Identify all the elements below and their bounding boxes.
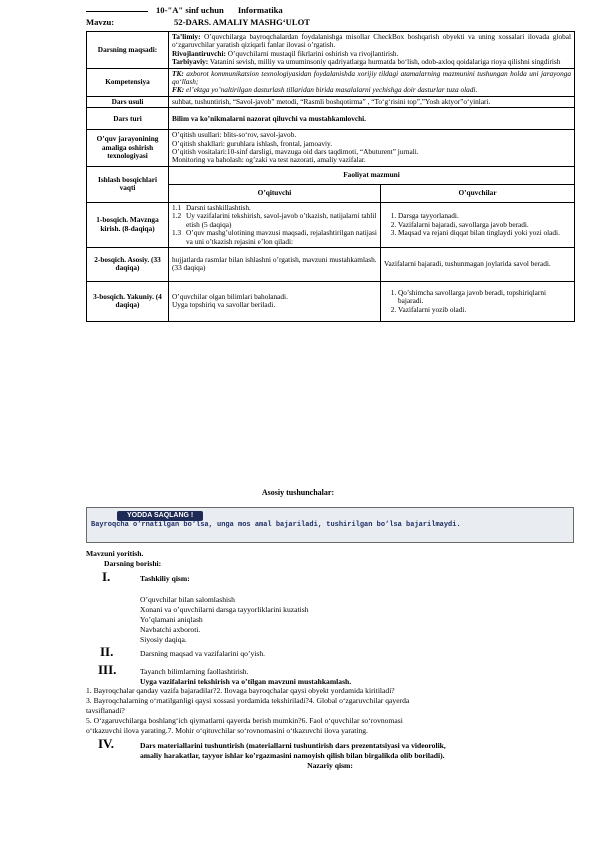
goal-line: Ta’limiy: O’quvchilarga bayroqchalardan foydalanishga misollar CheckBox boshqarish obyekti va uning xossalari ilovada global o‘zgaruvchilar yaratish qiziqarli fanlar ilovasi o’rgatish. bbox=[172, 32, 572, 50]
method-label: Dars usuli bbox=[87, 96, 169, 107]
stage1-students bbox=[381, 202, 575, 247]
question-line: tavsiflanadi? bbox=[86, 706, 125, 715]
list-item: Navbatchi axboroti. bbox=[140, 625, 201, 634]
competence-label: Kompetensiya bbox=[87, 68, 169, 96]
stage2-row bbox=[87, 247, 575, 281]
stage2-teacher: hujjatlarda rasmlar bilan ishlashni o’rgatish, mavzuni mustahkamlash. (33 daqiqa) bbox=[169, 247, 381, 281]
list-item: Yo’qlamani aniqlash bbox=[140, 615, 203, 624]
blank-line bbox=[86, 11, 148, 12]
stage3-students bbox=[381, 281, 575, 321]
section-title: amaliy harakatlar, tayyor ishlar ko’rgazmasini namoyish qilish bilan birgalikda olib boriladi). bbox=[140, 751, 445, 760]
type-label: Dars turi bbox=[87, 108, 169, 130]
activity-header: Faoliyat mazmuni bbox=[169, 166, 575, 184]
stages-label: Ishlash bosqichlari vaqti bbox=[87, 166, 169, 202]
method-row bbox=[87, 96, 575, 107]
activity-header-row bbox=[87, 166, 575, 184]
list-item: O’quvchilar bilan salomlashish bbox=[140, 595, 235, 604]
list-item: 1. Qo’shimcha savollarga javob beradi, topshiriqlarni bajaradi. bbox=[398, 289, 571, 306]
theory-title: Nazariy qism: bbox=[307, 761, 353, 770]
list-item: Xonani va o’quvchilarni darsga tayyorliklarini kuzatish bbox=[140, 605, 309, 614]
question-line: o‘tkazuvchi ilova yarating.7. Mohir o‘qituvchilar so‘rovnomasini o‘tkazuvchi ilova yarating. bbox=[86, 726, 368, 735]
list-item: Siyosiy daqiqa. bbox=[140, 635, 187, 644]
question-line: 3. Bayroqchalarning o‘rnatilganligi qaysi xossasi yordamida tekshiriladi?4. Global o‘zgaruvchilar qayerda bbox=[86, 696, 410, 705]
lesson-plan-table bbox=[86, 31, 575, 322]
list-item: 1. Darsga tayyorlanadi. bbox=[398, 212, 571, 220]
teacher-header: O’qituvchi bbox=[169, 184, 381, 202]
goal-row bbox=[87, 32, 575, 69]
competence-content: TK: axborot kommunikatsion texnologiyasidan foydalanishda xorijiy tildagi atamalarning mazmunini tushungan holda uni jarayonga qo‘llash; FK: el’ektga yo’naltirilgan dasturlash tillaridan birida masalalarni yechishga doir dasturlar tuza oladi. bbox=[169, 68, 575, 96]
class-line: 10-"A" sinf uchun bbox=[156, 5, 224, 15]
section-title: Darsning maqsad va vazifalarini qo’yish. bbox=[140, 649, 266, 658]
list-item: 3. Maqsad va rejani diqqat bilan tinglaydi yoki yozi oladi. bbox=[398, 229, 571, 237]
reminder-tag: YODDA SAQLANG ! bbox=[117, 511, 203, 521]
topic-label: Mavzu: bbox=[86, 17, 115, 27]
type-row bbox=[87, 108, 575, 130]
question-line: 5. O‘zgaruvchilarga boshlang‘ich qiymatlarni qayerda berish mumkin?6. Faol o‘quvchilar so‘rovnomasi bbox=[86, 716, 403, 725]
section-number: IV. bbox=[98, 736, 115, 751]
organization-row bbox=[87, 130, 575, 167]
section-number: II. bbox=[100, 644, 114, 659]
section-title: Tayanch bilimlarning faollashtirish. bbox=[140, 667, 249, 676]
stage2-students: Vazifalarni bajaradi, tushunmagan joylarida savol beradi. bbox=[381, 247, 575, 281]
question-line: 1. Bayroqchalar qanday vazifa bajaradilar?2. Ilovaga bayroqchalar qaysi obyekt yordamida kiritiladi? bbox=[86, 686, 395, 695]
topic-line: Mavzuni yoritish. bbox=[86, 549, 144, 558]
list-item: 2. Vazifalarni bajaradi, savollarga javob beradi. bbox=[398, 221, 571, 229]
method-content: suhbat, tushuntirish, “Savol-javob” metodi, “Rasmli boshqotirma” , “To‘g‘risini top”,”Yosh aktyor”o‘yinlari. bbox=[169, 96, 575, 107]
lesson-title: 52-DARS. AMALIY MASHG‘ULOT bbox=[174, 17, 310, 27]
stage3-label: 3-bosqich. Yakuniy. (4 daqiqa) bbox=[87, 281, 169, 321]
type-content: Bilim va ko’nikmalarni nazorat qiluvchi va mustahkamlovchi. bbox=[169, 108, 575, 130]
topic-header bbox=[86, 17, 310, 27]
student-header: O’quvchilar bbox=[381, 184, 575, 202]
section-number: III. bbox=[98, 662, 117, 677]
competence-row bbox=[87, 68, 575, 96]
reminder-message: Bayroqcha o‘rnatilgan bo‘lsa, unga mos amal bajariladi, tushirilgan bo‘lsa bajarilmaydi. bbox=[91, 521, 461, 529]
class-header bbox=[86, 5, 283, 15]
goal-line: Tarbiyaviy: Vatanini sevish, milliy va umuminsoniy qadriyatlarga hurmatda bo‘lish, odob-axloq qoidalariga rioya qilishni singdirish bbox=[172, 57, 561, 67]
organization-content: O’qitish usullari: blits-so‘rov, savol-javob. O’qitish shakllari: guruhlara ishlash, frontal, jamoaviy. O’qitish vositalari:10-sinf darsligi, mavzuga oid dars taqdimoti, “Abuturent” jurnali. Monitoring va baholash: og’zaki va test nazorati, amaliy vazifalar. bbox=[169, 130, 575, 167]
goal-label: Darsning maqsadi: bbox=[87, 32, 169, 69]
reminder-banner bbox=[86, 507, 574, 543]
stage2-label: 2-bosqich. Asosiy. (33 daqiqa) bbox=[87, 247, 169, 281]
organization-label: O’quv jarayonining amaliga oshirish texnologiyasi bbox=[87, 130, 169, 167]
stage3-row bbox=[87, 281, 575, 321]
subject-name: Informatika bbox=[237, 5, 283, 15]
stage1-teacher: 1.1 Darsni tashkillashtish. 1.2 Uy vazifalarini tekshirish, savol-javob o’tkazish, natijalarni tahlil etish (5 daqiqa) 1.3 O’quv mashg’ulotining mavzusi maqsadi, rejalashtirilgan natijasi va uni o’tkazish rejasini e’lon qiladi: bbox=[169, 202, 381, 247]
goal-content bbox=[169, 32, 575, 69]
stage3-teacher: O’quvchilar olgan bilimlari baholanadi. Uyga topshiriq va savollar beriladi. bbox=[169, 281, 381, 321]
section-number: I. bbox=[102, 569, 111, 584]
section-title: Tashkiliy qism: bbox=[140, 574, 190, 583]
stage1-label: 1-bosqich. Mavznga kirish. (8-daqiqa) bbox=[87, 202, 169, 247]
section-subtitle: Uyga vazifalarini tekshirish va o’tilgan mavzuni mustahkamlash. bbox=[140, 677, 352, 686]
section-title: Dars materiallarini tushuntirish (materiallarni tushuntirish dars prezentatsiyasi va videorolik, bbox=[140, 741, 446, 750]
guidelines-title: Asosiy tushunchalar: bbox=[261, 488, 335, 497]
stages-line: Darsning borishi: bbox=[104, 559, 162, 568]
stage1-row bbox=[87, 202, 575, 247]
list-item: 2. Vazifalarni yozib oladi. bbox=[398, 306, 571, 314]
goal-line: Rivojlantiruvchi: O’quvchilarni mustaqil fikrlarini oshirish va rivojlantirish. bbox=[172, 48, 399, 58]
